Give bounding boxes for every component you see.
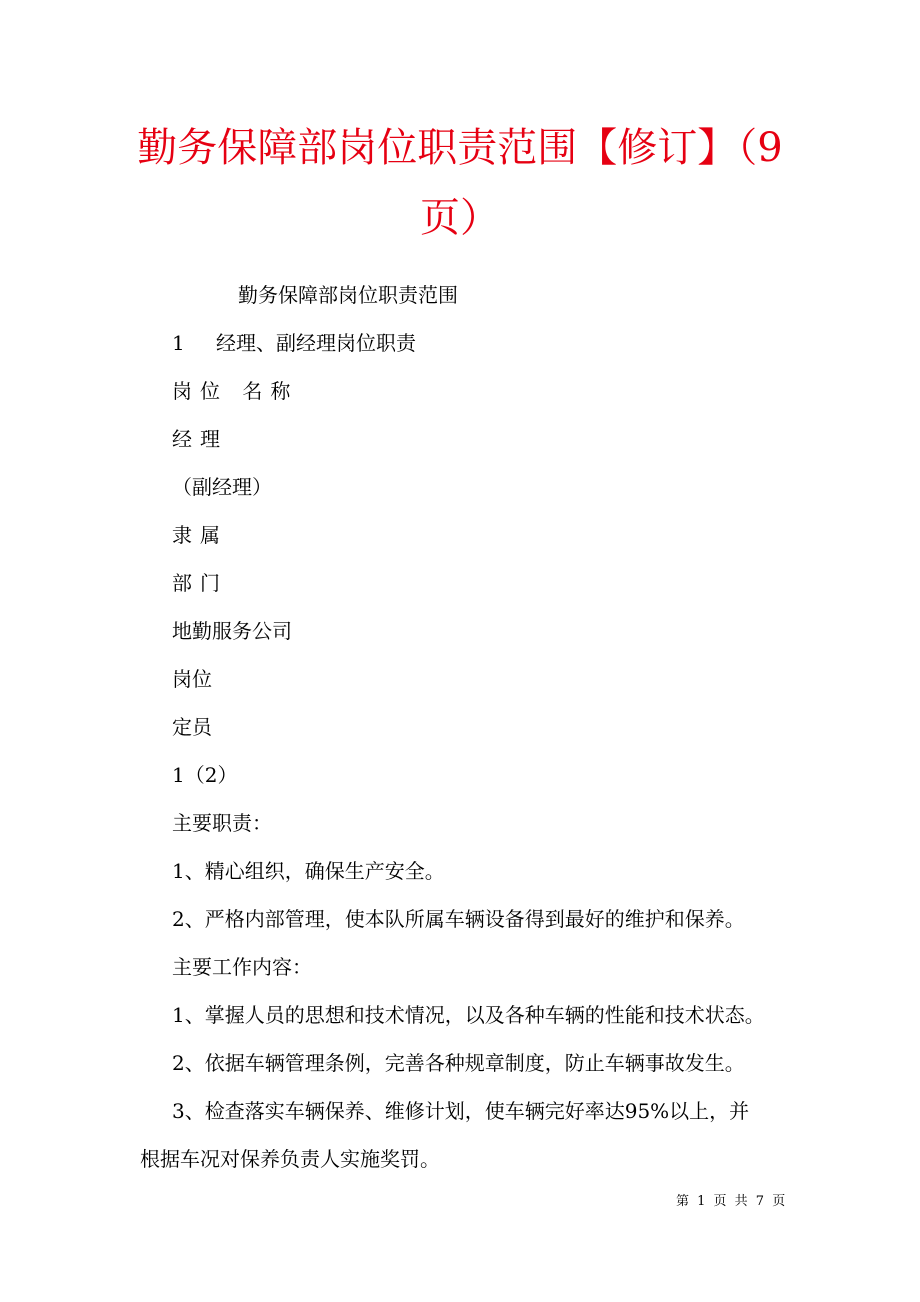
work-item-2: 2、依据车辆管理条例，完善各种规章制度，防止车辆事故发生。 bbox=[172, 1051, 745, 1075]
work-item-3: 3、检查落实车辆保养、维修计划，使车辆完好率达95%以上，并 bbox=[172, 1099, 750, 1123]
department-label: 部门 bbox=[172, 571, 228, 595]
post-label: 岗位 bbox=[172, 667, 212, 691]
work-item-3-continuation: 根据车况对保养负责人实施奖罚。 bbox=[140, 1147, 440, 1171]
quota-label: 定员 bbox=[172, 715, 212, 739]
subtitle: 勤务保障部岗位职责范围 bbox=[238, 283, 458, 307]
duty-item-1: 1、精心组织，确保生产安全。 bbox=[172, 859, 445, 883]
document-title-line-2: 页） bbox=[420, 195, 500, 241]
post-name-value-alt: （副经理） bbox=[172, 475, 272, 499]
work-heading: 主要工作内容： bbox=[172, 955, 312, 979]
section-number: 1 bbox=[172, 331, 185, 355]
section-title: 经理、副经理岗位职责 bbox=[216, 331, 416, 355]
post-name-value: 经理 bbox=[172, 427, 228, 451]
post-name-label: 岗位 名称 bbox=[172, 379, 299, 403]
work-item-1: 1、掌握人员的思想和技术情况，以及各种车辆的性能和技术状态。 bbox=[172, 1003, 765, 1027]
document-title-line-1: 勤务保障部岗位职责范围【修订】（9 bbox=[137, 125, 783, 171]
department-value: 地勤服务公司 bbox=[172, 619, 292, 643]
quota-value: 1（2） bbox=[172, 763, 238, 787]
affiliation-label: 隶属 bbox=[172, 523, 228, 547]
duty-item-2: 2、严格内部管理，使本队所属车辆设备得到最好的维护和保养。 bbox=[172, 907, 745, 931]
page-number-footer: 第 1 页 共 7 页 bbox=[676, 1194, 788, 1209]
duties-heading: 主要职责： bbox=[172, 811, 272, 835]
